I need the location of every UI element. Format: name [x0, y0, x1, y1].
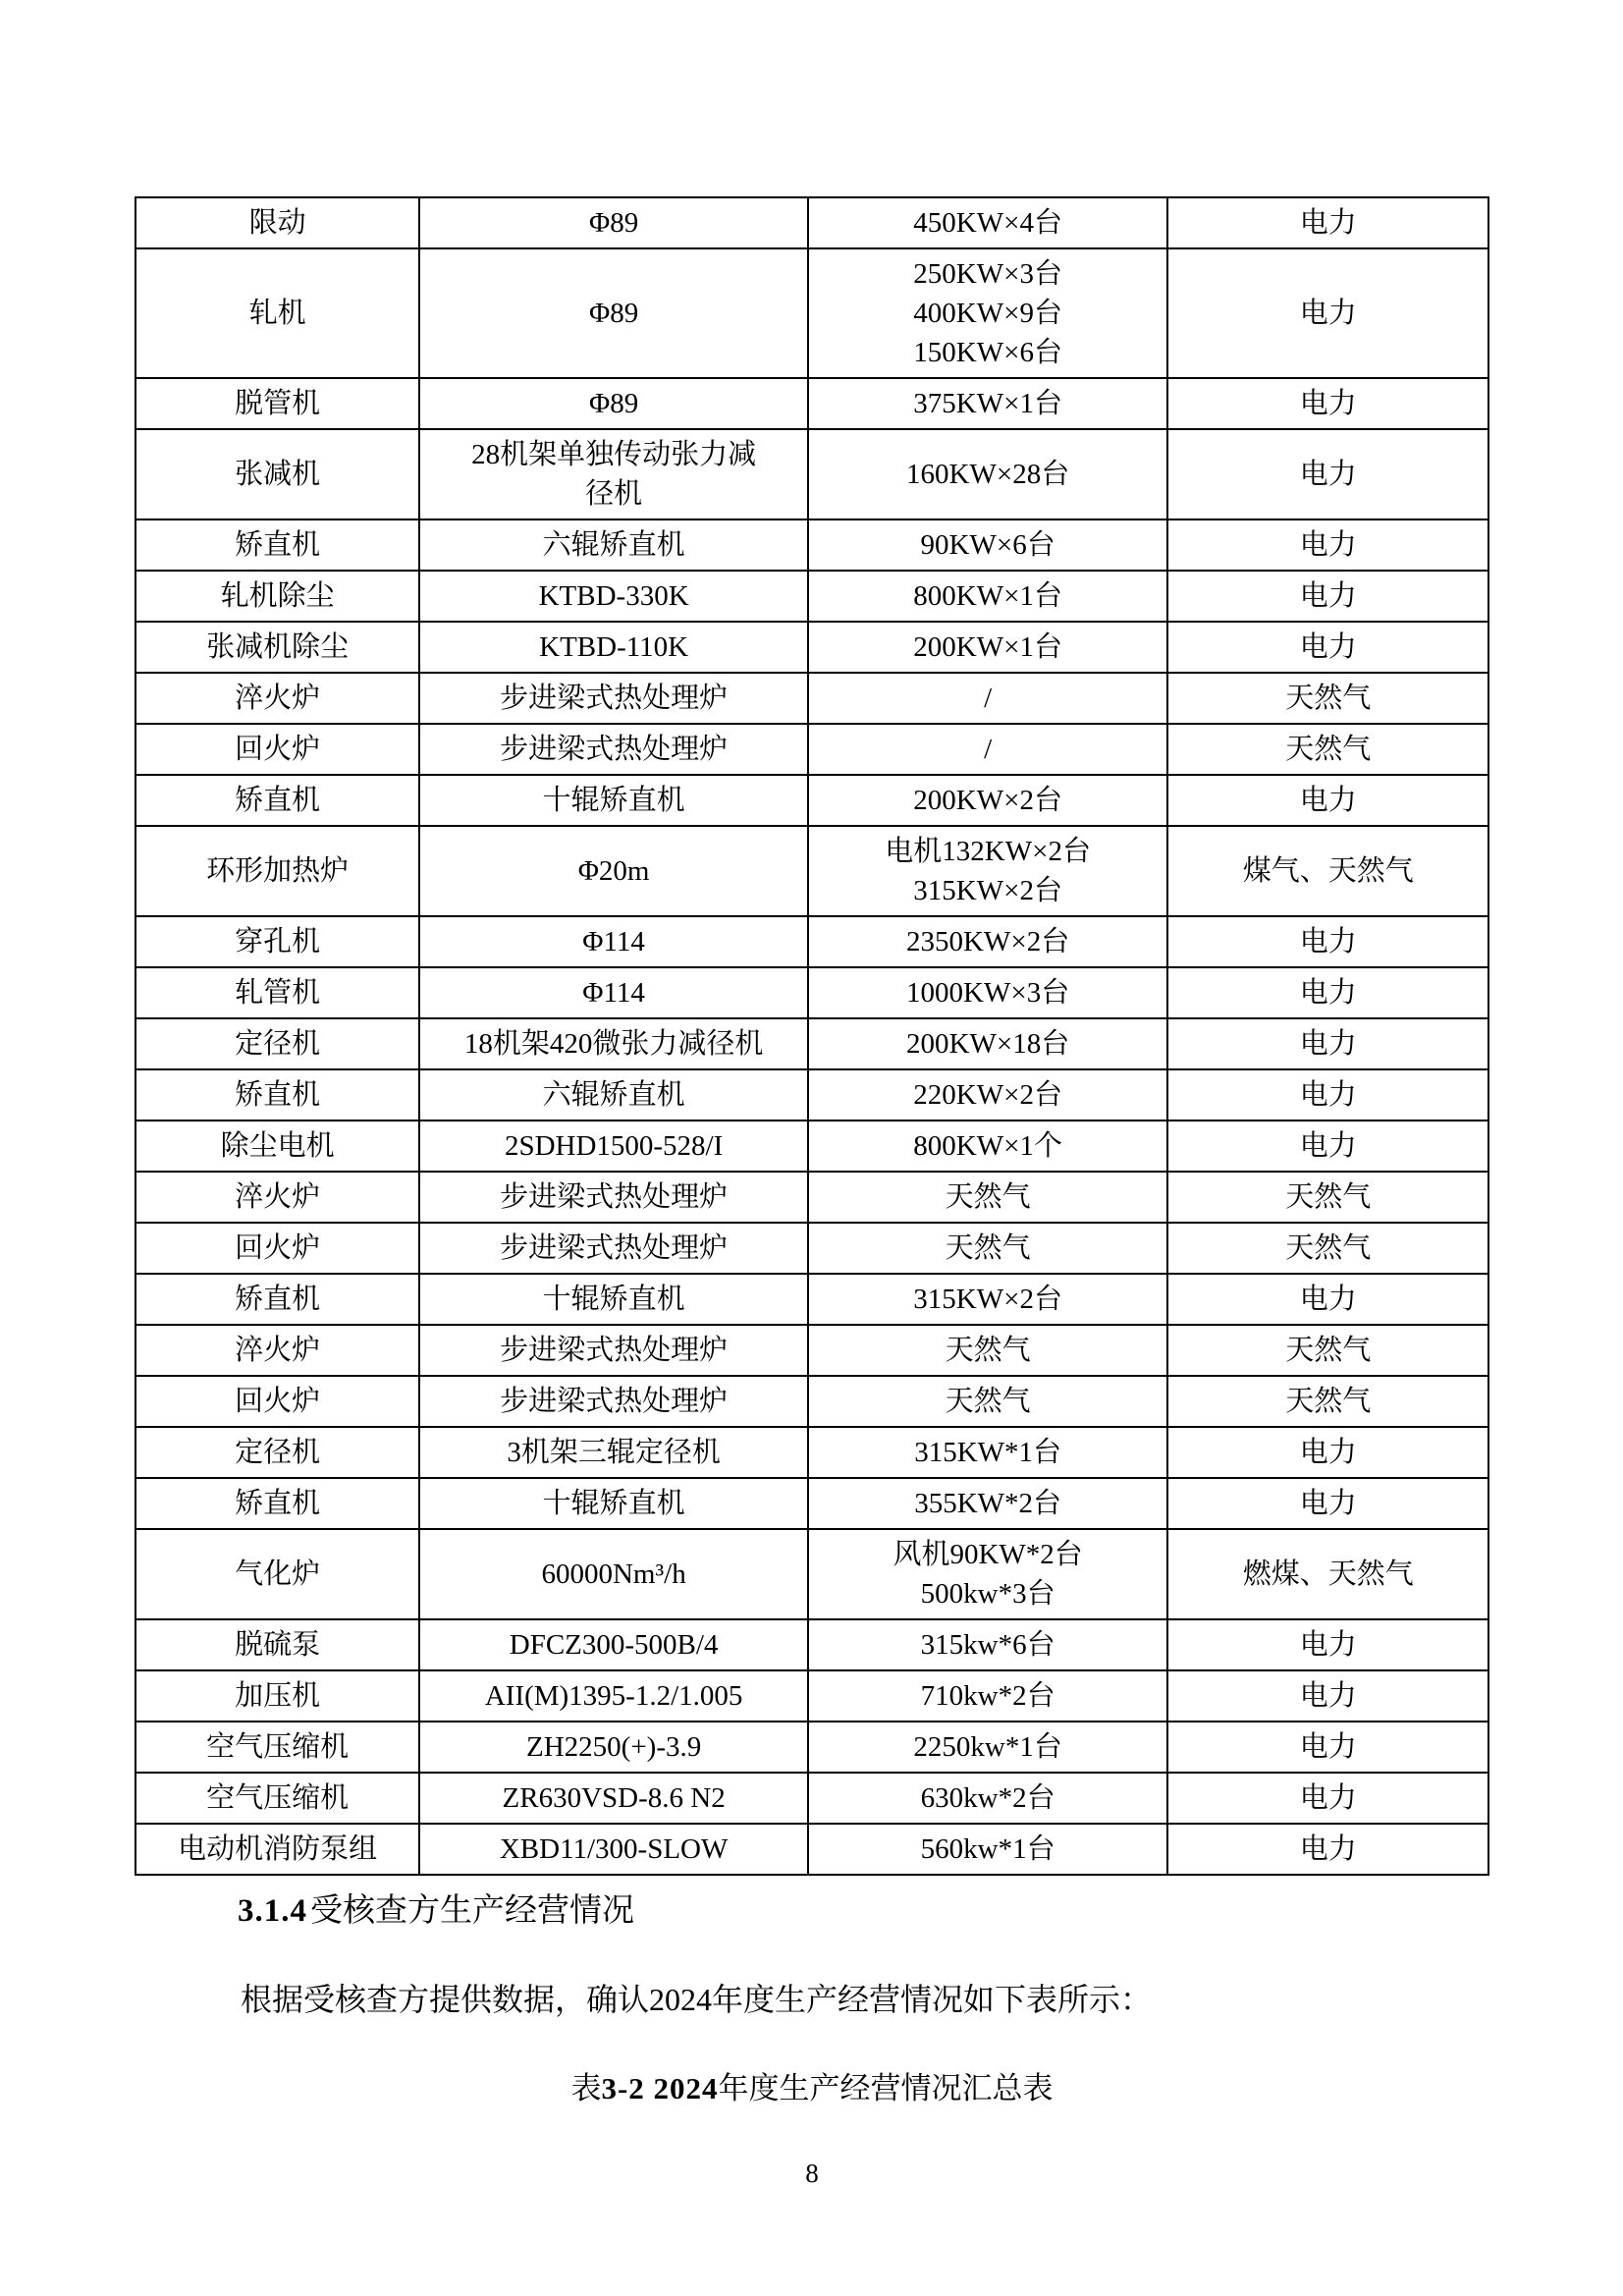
- cell-line: DFCZ300-500B/4: [509, 1629, 719, 1661]
- cell-line: Φ89: [589, 298, 639, 329]
- power-cell: [808, 1325, 1168, 1376]
- spec-cell: [419, 197, 807, 248]
- cell-line: 天然气: [945, 1181, 1031, 1213]
- cell-line: 限动: [248, 207, 306, 239]
- cell-line: 回火炉: [235, 734, 321, 765]
- energy-cell: [1167, 1274, 1488, 1325]
- cell-line: 回火炉: [235, 1386, 321, 1417]
- table-row: [135, 1274, 1488, 1325]
- spec-cell: [419, 1172, 807, 1223]
- energy-cell: [1167, 519, 1488, 571]
- table-row: [135, 1069, 1488, 1121]
- equipment-name-cell: [135, 197, 419, 248]
- cell-line: 脱硫泵: [235, 1629, 321, 1661]
- energy-cell: [1167, 1478, 1488, 1529]
- equipment-name-cell: [135, 1529, 419, 1619]
- energy-cell: [1167, 571, 1488, 622]
- equipment-name-cell: [135, 1670, 419, 1722]
- table-row: [135, 724, 1488, 775]
- spec-cell: [419, 1427, 807, 1478]
- caption-prefix: 表: [570, 2071, 602, 2105]
- cell-line: 2SDHD1500-528/I: [504, 1130, 724, 1162]
- table-row: [135, 571, 1488, 622]
- cell-line: Φ20m: [577, 855, 650, 887]
- power-cell: [808, 519, 1168, 571]
- cell-line: 500kw*3台: [920, 1578, 1055, 1610]
- spec-cell: [419, 1274, 807, 1325]
- cell-line: 710kw*2台: [920, 1680, 1055, 1712]
- power-cell: [808, 248, 1168, 378]
- equipment-name-cell: [135, 622, 419, 673]
- equipment-name-cell: [135, 775, 419, 826]
- cell-line: 电力: [1299, 529, 1357, 561]
- cell-line: 六辊矫直机: [542, 1079, 685, 1111]
- cell-line: Φ114: [582, 977, 645, 1009]
- cell-line: 90KW×6台: [920, 529, 1055, 561]
- equipment-name-cell: [135, 1274, 419, 1325]
- section-number: 3.1.4: [238, 1893, 307, 1929]
- cell-line: 电力: [1299, 631, 1357, 663]
- cell-line: 315kw*6台: [920, 1629, 1055, 1661]
- cell-line: 步进梁式热处理炉: [500, 683, 729, 714]
- cell-line: KTBD-330K: [538, 580, 689, 612]
- equipment-name-cell: [135, 378, 419, 429]
- energy-cell: [1167, 1529, 1488, 1619]
- power-cell: [808, 1427, 1168, 1478]
- cell-line: 电力: [1299, 1130, 1357, 1162]
- cell-line: 矫直机: [235, 1488, 321, 1519]
- cell-line: KTBD-110K: [539, 631, 689, 663]
- table-row: [135, 1223, 1488, 1274]
- cell-line: 电力: [1299, 1782, 1357, 1814]
- cell-line: 回火炉: [235, 1232, 321, 1264]
- cell-line: 250KW×3台: [913, 258, 1062, 290]
- table-row: [135, 378, 1488, 429]
- cell-line: 天然气: [945, 1232, 1031, 1264]
- cell-line: 18机架420微张力减径机: [463, 1028, 764, 1060]
- cell-line: 天然气: [1285, 1386, 1372, 1417]
- spec-cell: [419, 1376, 807, 1427]
- table-row: [135, 1427, 1488, 1478]
- power-cell: [808, 1773, 1168, 1824]
- equipment-name-cell: [135, 1121, 419, 1172]
- cell-line: ZH2250(+)-3.9: [526, 1731, 702, 1763]
- table-row: [135, 1018, 1488, 1069]
- spec-cell: [419, 429, 807, 519]
- power-cell: [808, 197, 1168, 248]
- spec-cell: [419, 248, 807, 378]
- cell-line: 电机132KW×2台: [885, 836, 1091, 867]
- cell-line: 355KW*2台: [914, 1488, 1062, 1519]
- equipment-table: [135, 196, 1489, 1876]
- cell-line: 步进梁式热处理炉: [500, 1232, 729, 1264]
- cell-line: 800KW×1个: [913, 1130, 1062, 1162]
- table-caption: [135, 2068, 1489, 2109]
- cell-line: 轧机除尘: [220, 580, 335, 612]
- equipment-name-cell: [135, 1376, 419, 1427]
- table-row: [135, 197, 1488, 248]
- equipment-name-cell: [135, 571, 419, 622]
- equipment-name-cell: [135, 1478, 419, 1529]
- table-row: [135, 519, 1488, 571]
- cell-line: 28机架单独传动张力减: [471, 439, 757, 470]
- power-cell: [808, 916, 1168, 967]
- cell-line: 电力: [1299, 1833, 1357, 1865]
- cell-line: 3机架三辊定径机: [507, 1437, 721, 1468]
- table-row: [135, 1619, 1488, 1670]
- cell-line: 电力: [1299, 459, 1357, 490]
- power-cell: [808, 1018, 1168, 1069]
- table-row: [135, 1172, 1488, 1223]
- cell-line: 315KW*1台: [914, 1437, 1062, 1468]
- cell-line: 定径机: [235, 1028, 321, 1060]
- equipment-name-cell: [135, 1722, 419, 1773]
- power-cell: [808, 1172, 1168, 1223]
- energy-cell: [1167, 1619, 1488, 1670]
- cell-line: 560kw*1台: [920, 1833, 1055, 1865]
- spec-cell: [419, 1223, 807, 1274]
- energy-cell: [1167, 378, 1488, 429]
- power-cell: [808, 1121, 1168, 1172]
- energy-cell: [1167, 1722, 1488, 1773]
- cell-line: 电力: [1299, 1284, 1357, 1315]
- equipment-name-cell: [135, 1069, 419, 1121]
- power-cell: [808, 1824, 1168, 1875]
- table-row: [135, 967, 1488, 1018]
- cell-line: 电力: [1299, 580, 1357, 612]
- cell-line: 穿孔机: [235, 926, 321, 957]
- energy-cell: [1167, 1069, 1488, 1121]
- caption-suffix: 年度生产经营情况汇总表: [718, 2071, 1054, 2105]
- power-cell: [808, 1223, 1168, 1274]
- cell-line: 张减机: [235, 459, 321, 490]
- energy-cell: [1167, 775, 1488, 826]
- cell-line: 450KW×4台: [913, 207, 1062, 239]
- equipment-name-cell: [135, 967, 419, 1018]
- cell-line: 淬火炉: [235, 683, 321, 714]
- table-row: [135, 429, 1488, 519]
- spec-cell: [419, 1121, 807, 1172]
- power-cell: [808, 571, 1168, 622]
- cell-line: 200KW×18台: [906, 1028, 1070, 1060]
- cell-line: 天然气: [1285, 1181, 1372, 1213]
- equipment-name-cell: [135, 826, 419, 916]
- power-cell: [808, 673, 1168, 724]
- table-row: [135, 1529, 1488, 1619]
- spec-cell: [419, 1670, 807, 1722]
- power-cell: [808, 429, 1168, 519]
- cell-line: 160KW×28台: [906, 459, 1070, 490]
- spec-cell: [419, 1824, 807, 1875]
- cell-line: 375KW×1台: [913, 388, 1062, 419]
- cell-line: 张减机除尘: [206, 631, 350, 663]
- energy-cell: [1167, 1172, 1488, 1223]
- table-row: [135, 1670, 1488, 1722]
- cell-line: 矫直机: [235, 1079, 321, 1111]
- cell-line: 天然气: [945, 1335, 1031, 1366]
- spec-cell: [419, 916, 807, 967]
- spec-cell: [419, 1619, 807, 1670]
- power-cell: [808, 1619, 1168, 1670]
- energy-cell: [1167, 1376, 1488, 1427]
- spec-cell: [419, 519, 807, 571]
- power-cell: [808, 1670, 1168, 1722]
- cell-line: /: [984, 734, 993, 765]
- energy-cell: [1167, 916, 1488, 967]
- cell-line: 径机: [585, 478, 643, 510]
- cell-line: 矫直机: [235, 529, 321, 561]
- equipment-name-cell: [135, 1018, 419, 1069]
- cell-line: XBD11/300-SLOW: [499, 1833, 729, 1865]
- power-cell: [808, 1722, 1168, 1773]
- equipment-name-cell: [135, 1773, 419, 1824]
- cell-line: /: [984, 683, 993, 714]
- power-cell: [808, 378, 1168, 429]
- cell-line: 电力: [1299, 1028, 1357, 1060]
- cell-line: 电力: [1299, 388, 1357, 419]
- cell-line: 十辊矫直机: [542, 1284, 685, 1315]
- cell-line: 220KW×2台: [913, 1079, 1062, 1111]
- equipment-name-cell: [135, 1325, 419, 1376]
- power-cell: [808, 1069, 1168, 1121]
- spec-cell: [419, 1069, 807, 1121]
- cell-line: 气化炉: [235, 1558, 321, 1590]
- power-cell: [808, 622, 1168, 673]
- cell-line: 轧管机: [235, 977, 321, 1009]
- cell-line: 2350KW×2台: [906, 926, 1070, 957]
- cell-line: 步进梁式热处理炉: [500, 734, 729, 765]
- cell-line: AII(M)1395-1.2/1.005: [484, 1680, 743, 1712]
- energy-cell: [1167, 1670, 1488, 1722]
- cell-line: 除尘电机: [220, 1130, 335, 1162]
- cell-line: 200KW×1台: [913, 631, 1062, 663]
- page-number: 8: [805, 2159, 819, 2188]
- equipment-name-cell: [135, 248, 419, 378]
- cell-line: 200KW×2台: [913, 785, 1062, 816]
- table-row: [135, 826, 1488, 916]
- body-paragraph: 根据受核查方提供数据，确认2024年度生产经营情况如下表所示：: [241, 1982, 1153, 2017]
- spec-cell: [419, 826, 807, 916]
- cell-line: 步进梁式热处理炉: [500, 1335, 729, 1366]
- cell-line: 轧机: [248, 298, 306, 329]
- cell-line: 电力: [1299, 926, 1357, 957]
- cell-line: 315KW×2台: [913, 1284, 1062, 1315]
- spec-cell: [419, 1325, 807, 1376]
- cell-line: 矫直机: [235, 785, 321, 816]
- cell-line: 淬火炉: [235, 1181, 321, 1213]
- cell-line: 脱管机: [235, 388, 321, 419]
- spec-cell: [419, 571, 807, 622]
- energy-cell: [1167, 622, 1488, 673]
- cell-line: 空气压缩机: [206, 1782, 350, 1814]
- cell-line: 电力: [1299, 207, 1357, 239]
- spec-cell: [419, 1722, 807, 1773]
- cell-line: 电动机消防泵组: [178, 1833, 378, 1865]
- spec-cell: [419, 724, 807, 775]
- table-row: [135, 1325, 1488, 1376]
- power-cell: [808, 1478, 1168, 1529]
- table-row: [135, 622, 1488, 673]
- page-content: [135, 196, 1489, 2188]
- cell-line: 电力: [1299, 1488, 1357, 1519]
- cell-line: 空气压缩机: [206, 1731, 350, 1763]
- energy-cell: [1167, 1773, 1488, 1824]
- cell-line: 矫直机: [235, 1284, 321, 1315]
- section-title: 受核查方生产经营情况: [310, 1893, 634, 1929]
- equipment-name-cell: [135, 1427, 419, 1478]
- energy-cell: [1167, 724, 1488, 775]
- cell-line: 步进梁式热处理炉: [500, 1181, 729, 1213]
- table-row: [135, 673, 1488, 724]
- section-heading: [238, 1889, 1489, 1933]
- cell-line: 六辊矫直机: [542, 529, 685, 561]
- cell-line: 天然气: [1285, 1232, 1372, 1264]
- energy-cell: [1167, 1223, 1488, 1274]
- cell-line: ZR630VSD-8.6 N2: [502, 1782, 726, 1814]
- cell-line: 环形加热炉: [206, 855, 350, 887]
- table-row: [135, 248, 1488, 378]
- energy-cell: [1167, 248, 1488, 378]
- energy-cell: [1167, 967, 1488, 1018]
- cell-line: 步进梁式热处理炉: [500, 1386, 729, 1417]
- table-row: [135, 1773, 1488, 1824]
- power-cell: [808, 1274, 1168, 1325]
- cell-line: 风机90KW*2台: [893, 1539, 1083, 1570]
- energy-cell: [1167, 1018, 1488, 1069]
- power-cell: [808, 967, 1168, 1018]
- cell-line: 煤气、天然气: [1242, 855, 1414, 887]
- cell-line: 淬火炉: [235, 1335, 321, 1366]
- cell-line: 燃煤、天然气: [1242, 1558, 1414, 1590]
- energy-cell: [1167, 1824, 1488, 1875]
- cell-line: 电力: [1299, 1437, 1357, 1468]
- power-cell: [808, 724, 1168, 775]
- table-row: [135, 1478, 1488, 1529]
- equipment-name-cell: [135, 724, 419, 775]
- power-cell: [808, 1529, 1168, 1619]
- equipment-name-cell: [135, 916, 419, 967]
- cell-line: Φ89: [589, 207, 639, 239]
- equipment-name-cell: [135, 1824, 419, 1875]
- cell-line: 天然气: [1285, 1335, 1372, 1366]
- equipment-name-cell: [135, 1223, 419, 1274]
- power-cell: [808, 1376, 1168, 1427]
- spec-cell: [419, 673, 807, 724]
- cell-line: 电力: [1299, 977, 1357, 1009]
- equipment-name-cell: [135, 673, 419, 724]
- cell-line: 315KW×2台: [913, 875, 1062, 906]
- cell-line: 60000Nm³/h: [541, 1558, 686, 1590]
- energy-cell: [1167, 1325, 1488, 1376]
- table-row: [135, 1824, 1488, 1875]
- cell-line: 加压机: [235, 1680, 321, 1712]
- cell-line: 电力: [1299, 1731, 1357, 1763]
- spec-cell: [419, 1478, 807, 1529]
- energy-cell: [1167, 826, 1488, 916]
- cell-line: 电力: [1299, 1079, 1357, 1111]
- equipment-name-cell: [135, 429, 419, 519]
- table-row: [135, 1722, 1488, 1773]
- energy-cell: [1167, 1427, 1488, 1478]
- spec-cell: [419, 1773, 807, 1824]
- table-row: [135, 775, 1488, 826]
- power-cell: [808, 826, 1168, 916]
- table-row: [135, 1376, 1488, 1427]
- cell-line: Φ114: [582, 926, 645, 957]
- cell-line: 1000KW×3台: [906, 977, 1070, 1009]
- table-row: [135, 1121, 1488, 1172]
- energy-cell: [1167, 673, 1488, 724]
- cell-line: 150KW×6台: [913, 337, 1062, 368]
- power-cell: [808, 775, 1168, 826]
- cell-line: 定径机: [235, 1437, 321, 1468]
- cell-line: 电力: [1299, 298, 1357, 329]
- equipment-name-cell: [135, 1619, 419, 1670]
- energy-cell: [1167, 429, 1488, 519]
- cell-line: 电力: [1299, 785, 1357, 816]
- cell-line: 400KW×9台: [913, 298, 1062, 329]
- spec-cell: [419, 967, 807, 1018]
- cell-line: 电力: [1299, 1629, 1357, 1661]
- equipment-table-body: [135, 197, 1488, 1875]
- spec-cell: [419, 775, 807, 826]
- cell-line: 天然气: [945, 1386, 1031, 1417]
- cell-line: 十辊矫直机: [542, 1488, 685, 1519]
- energy-cell: [1167, 1121, 1488, 1172]
- spec-cell: [419, 1018, 807, 1069]
- cell-line: 630kw*2台: [920, 1782, 1055, 1814]
- cell-line: 十辊矫直机: [542, 785, 685, 816]
- equipment-name-cell: [135, 1172, 419, 1223]
- caption-number: 3-2 2024: [601, 2071, 719, 2105]
- spec-cell: [419, 622, 807, 673]
- spec-cell: [419, 1529, 807, 1619]
- equipment-name-cell: [135, 519, 419, 571]
- cell-line: 2250kw*1台: [913, 1731, 1062, 1763]
- energy-cell: [1167, 197, 1488, 248]
- cell-line: 电力: [1299, 1680, 1357, 1712]
- spec-cell: [419, 378, 807, 429]
- cell-line: 天然气: [1285, 734, 1372, 765]
- cell-line: 天然气: [1285, 683, 1372, 714]
- cell-line: Φ89: [589, 388, 639, 419]
- table-row: [135, 916, 1488, 967]
- cell-line: 800KW×1台: [913, 580, 1062, 612]
